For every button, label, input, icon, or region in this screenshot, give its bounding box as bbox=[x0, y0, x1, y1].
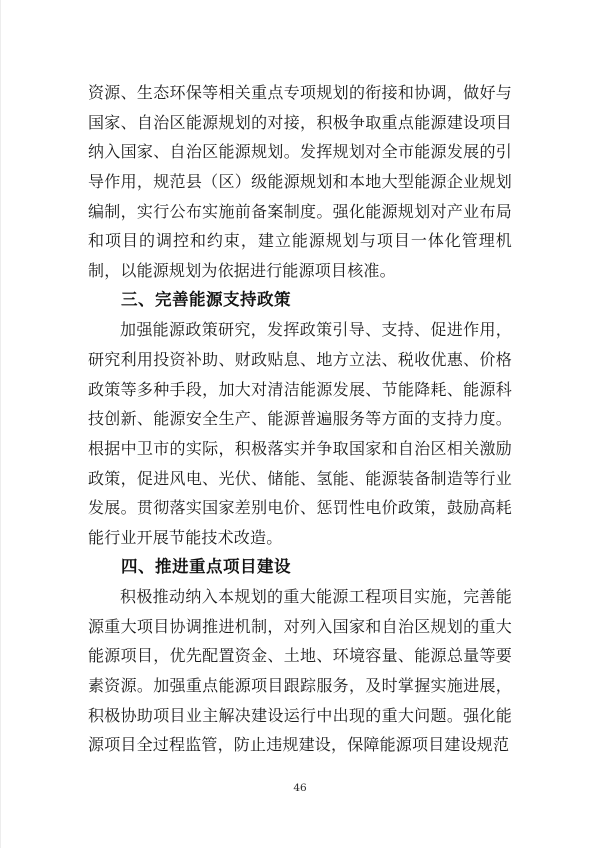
body-paragraph-continuation: 资源、生态环保等相关重点专项规划的衔接和协调，做好与国家、自治区能源规划的对接，积极争取重点能源建设项目纳入国家、自治区能源规划。发挥规划对全市能源发展的引导作用，规范县（区）级能源规划和本地大型能源企业规划编制，实行公布实施前备案制度。强化能源规划对产业布局和项目的调控和约束，建立能源规划与项目一体化管理机制，以能源规划为依据进行能源项目核准。 bbox=[88, 83, 512, 280]
body-paragraph: 积极推动纳入本规划的重大能源工程项目实施，完善能源重大项目协调推进机制，对列入国家和自治区规划的重大能源项目，优先配置资金、土地、环境容量、能源总量等要素资源。加强重点能源项目跟踪服务，及时掌握实施进展，积极协助项目业主解决建设运行中出现的重大问题。强化能源项目全过程监管，防止违规建设，保障能源项目建设规范 bbox=[88, 587, 512, 755]
body-paragraph: 加强能源政策研究，发挥政策引导、支持、促进作用，研究利用投资补助、财政贴息、地方立法、税收优惠、价格政策等多种手段，加大对清洁能源发展、节能降耗、能源科技创新、能源安全生产、能源普遍服务等方面的支持力度。根据中卫市的实际，积极落实并争取国家和自治区相关激励政策，促进风电、光伏、储能、氢能、能源装备制造等行业发展。贯彻落实国家差别电价、惩罚性电价政策，鼓励高耗能行业开展节能技术改造。 bbox=[88, 320, 512, 547]
document-body bbox=[88, 78, 512, 760]
section-heading-4: 四、推进重点项目建设 bbox=[121, 557, 291, 576]
page-number: 46 bbox=[293, 782, 307, 794]
section-heading-3: 三、完善能源支持政策 bbox=[121, 290, 291, 309]
